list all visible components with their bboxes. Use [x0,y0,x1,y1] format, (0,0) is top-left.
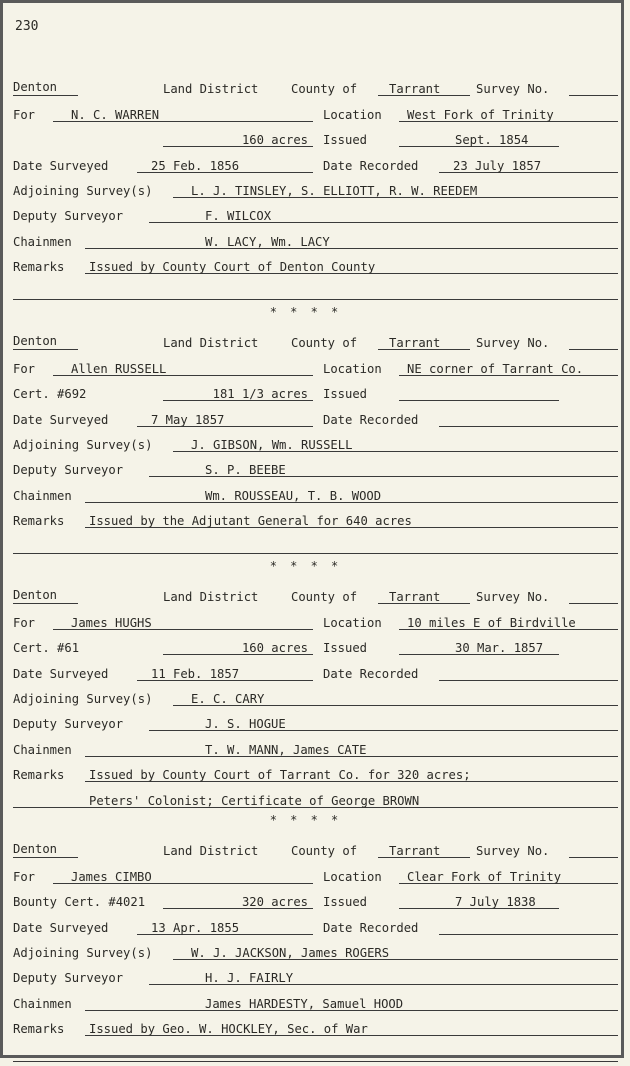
location-value: Clear Fork of Trinity [407,869,562,884]
location-value: West Fork of Trinity [407,107,554,122]
adjoining-label: Adjoining Survey(s) [13,691,153,706]
land-district-label: Land District [163,82,259,97]
location-value: NE corner of Tarrant Co. [407,361,584,376]
for-label: For [13,615,36,630]
county-label: County of [291,82,358,97]
issued-label: Issued [323,895,368,910]
date-surveyed-value: 25 Feb. 1856 [151,158,240,173]
issued-value: 30 Mar. 1857 [455,641,544,656]
survey-no-label: Survey No. [476,844,550,859]
deputy-value: F. WILCOX [205,209,272,224]
land-district-label: Land District [163,590,259,605]
deputy-label: Deputy Surveyor [13,717,124,732]
acres-value: 160 acres [241,133,308,148]
grantee-value: N. C. WARREN [71,107,160,122]
survey-record [13,329,618,558]
land-district-value: Denton [13,588,58,603]
county-value: Tarrant [389,844,441,859]
deputy-value: J. S. HOGUE [205,717,286,732]
location-label: Location [323,869,382,884]
record-separator: * * * * [269,305,342,319]
chainmen-label: Chainmen [13,996,72,1011]
adjoining-label: Adjoining Survey(s) [13,437,153,452]
location-value: 10 miles E of Birdville [407,615,576,630]
date-recorded-value: 23 July 1857 [453,158,542,173]
county-value: Tarrant [389,590,441,605]
county-value: Tarrant [389,336,441,351]
deputy-value: H. J. FAIRLY [205,971,294,986]
date-surveyed-label: Date Surveyed [13,666,109,681]
adjoining-value: L. J. TINSLEY, S. ELLIOTT, R. W. REEDEM [191,183,478,198]
remarks-continued: Peters' Colonist; Certificate of George BROWN [89,793,420,808]
adjoining-value: E. C. CARY [191,691,265,706]
adjoining-label: Adjoining Survey(s) [13,183,153,198]
land-district-label: Land District [163,844,259,859]
chainmen-label: Chainmen [13,234,72,249]
deputy-label: Deputy Surveyor [13,971,124,986]
remarks-label: Remarks [13,260,65,275]
record-separator: * * * * [269,813,342,827]
location-label: Location [323,107,382,122]
chainmen-value: Wm. ROUSSEAU, T. B. WOOD [205,488,382,503]
for-label: For [13,869,36,884]
issued-label: Issued [323,133,368,148]
land-district-value: Denton [13,842,58,857]
remarks-value: Issued by the Adjutant General for 640 acres [89,514,412,529]
for-label: For [13,107,36,122]
remarks-value: Issued by Geo. W. HOCKLEY, Sec. of War [89,1022,368,1037]
date-surveyed-label: Date Surveyed [13,412,109,427]
adjoining-label: Adjoining Survey(s) [13,945,153,960]
location-label: Location [323,615,382,630]
grantee-value: James CIMBO [71,869,152,884]
survey-record [13,583,618,812]
remarks-label: Remarks [13,1022,65,1037]
issued-value: 7 July 1838 [455,895,536,910]
adjoining-value: J. GIBSON, Wm. RUSSELL [191,437,353,452]
cert-value: Cert. #61 [13,641,80,656]
chainmen-label: Chainmen [13,742,72,757]
chainmen-label: Chainmen [13,488,72,503]
grantee-value: Allen RUSSELL [71,361,167,376]
date-surveyed-value: 11 Feb. 1857 [151,666,240,681]
record-separator: * * * * [269,559,342,573]
date-surveyed-value: 13 Apr. 1855 [151,920,240,935]
survey-record [13,837,618,1066]
deputy-value: S. P. BEEBE [205,463,286,478]
county-label: County of [291,590,358,605]
remarks-value: Issued by County Court of Denton County [89,260,376,275]
grantee-value: James HUGHS [71,615,152,630]
chainmen-value: T. W. MANN, James CATE [205,742,367,757]
acres-value: 160 acres [241,641,308,656]
remarks-label: Remarks [13,514,65,529]
deputy-label: Deputy Surveyor [13,209,124,224]
date-recorded-label: Date Recorded [323,158,419,173]
acres-value: 181 1/3 acres [212,387,308,402]
date-surveyed-value: 7 May 1857 [151,412,225,427]
date-recorded-label: Date Recorded [323,920,419,935]
page-number: 230 [15,19,39,34]
survey-no-label: Survey No. [476,82,550,97]
survey-no-label: Survey No. [476,336,550,351]
remarks-label: Remarks [13,768,65,783]
land-district-label: Land District [163,336,259,351]
location-label: Location [323,361,382,376]
cert-value: Cert. #692 [13,387,87,402]
county-label: County of [291,844,358,859]
county-label: County of [291,336,358,351]
county-value: Tarrant [389,82,441,97]
cert-value: Bounty Cert. #4021 [13,895,146,910]
chainmen-value: James HARDESTY, Samuel HOOD [205,996,404,1011]
deputy-label: Deputy Surveyor [13,463,124,478]
remarks-value: Issued by County Court of Tarrant Co. for 320 acres; [89,768,471,783]
adjoining-value: W. J. JACKSON, James ROGERS [191,945,390,960]
issued-value: Sept. 1854 [455,133,529,148]
survey-record [13,75,618,304]
issued-label: Issued [323,387,368,402]
chainmen-value: W. LACY, Wm. LACY [205,234,330,249]
acres-value: 320 acres [241,895,308,910]
issued-label: Issued [323,641,368,656]
land-district-value: Denton [13,334,58,349]
date-recorded-label: Date Recorded [323,666,419,681]
date-surveyed-label: Date Surveyed [13,920,109,935]
survey-no-label: Survey No. [476,590,550,605]
date-recorded-label: Date Recorded [323,412,419,427]
for-label: For [13,361,36,376]
land-district-value: Denton [13,80,58,95]
date-surveyed-label: Date Surveyed [13,158,109,173]
